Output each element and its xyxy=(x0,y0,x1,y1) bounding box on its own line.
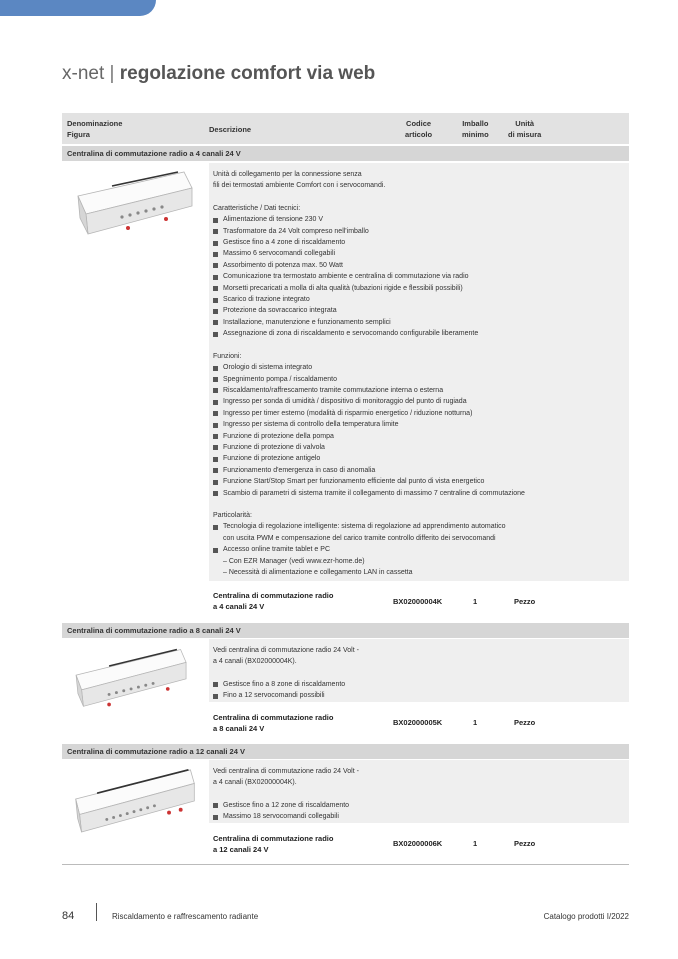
product-name-12-canali xyxy=(213,833,333,855)
header-unita-line1: Unità xyxy=(515,119,535,128)
controller-8-channel-image xyxy=(72,644,192,710)
unit: Pezzo xyxy=(514,718,536,727)
min-pack: 1 xyxy=(473,839,478,848)
header-codice-line2: articolo xyxy=(405,130,433,139)
list-item: Riscaldamento/raffrescamento tramite commutazione interna o esterna xyxy=(213,385,625,396)
controller-4-channel-image xyxy=(72,168,202,240)
functions-list xyxy=(213,362,625,499)
min-pack: 1 xyxy=(473,597,478,606)
intro-line-1: Unità di collegamento per la connessione senza xyxy=(213,171,362,178)
list-item: Massimo 18 servocomandi collegabili xyxy=(213,811,625,822)
list-item: Funzione di protezione di valvola xyxy=(213,442,625,453)
description-4-canali xyxy=(209,163,629,581)
list-item: Scarico di trazione integrato xyxy=(213,294,625,305)
list-item: Massimo 6 servocomandi collegabili xyxy=(213,248,625,259)
header-unita-line2: di misura xyxy=(508,130,542,139)
description-12-canali xyxy=(209,760,629,823)
ref-line-1: Vedi centralina di commutazione radio 24 Volt - xyxy=(213,647,359,654)
product-name-line-2: a 8 canali 24 V xyxy=(213,724,265,733)
page-title xyxy=(62,63,375,85)
table-bottom-rule xyxy=(62,864,629,865)
list-item: Installazione, manutenzione e funzionamento semplici xyxy=(213,317,625,328)
header-imballo-line1: Imballo xyxy=(462,119,489,128)
title-bold: regolazione comfort via web xyxy=(119,63,376,84)
part-1b: con uscita PWM e compensazione del carico tramite controllo differito dei servocomandi xyxy=(223,534,496,542)
part-2a: – Con EZR Manager (vedi www.ezr-home.de) xyxy=(223,557,365,565)
list-item: Gestisce fino a 12 zone di riscaldamento xyxy=(213,800,625,811)
footer-catalog: Catalogo prodotti I/2022 xyxy=(543,912,629,921)
title-separator: | xyxy=(109,63,115,84)
table-header xyxy=(62,113,629,144)
list-item: Gestisce fino a 8 zone di riscaldamento xyxy=(213,679,625,690)
list-item xyxy=(213,521,625,544)
list-item: Orologio di sistema integrato xyxy=(213,362,625,373)
list-item: Ingresso per sistema di controllo della temperatura limite xyxy=(213,419,625,430)
article-code: BX02000006K xyxy=(393,839,443,848)
article-code: BX02000005K xyxy=(393,718,443,727)
section-header-8-canali: Centralina di commutazione radio a 8 canali 24 V xyxy=(62,623,629,638)
article-code: BX02000004K xyxy=(393,597,443,606)
section-header-12-canali: Centralina di commutazione radio a 12 canali 24 V xyxy=(62,744,629,759)
product-name-4-canali xyxy=(213,590,333,612)
footer-divider xyxy=(96,903,97,921)
list-item: Gestisce fino a 4 zone di riscaldamento xyxy=(213,237,625,248)
list-item: Alimentazione di tensione 230 V xyxy=(213,214,625,225)
part-2b: – Necessità di alimentazione e collegamento LAN in cassetta xyxy=(223,569,413,576)
header-codice-line1: Codice xyxy=(406,119,432,128)
description-8-canali xyxy=(209,639,629,702)
product-name-8-canali xyxy=(213,712,333,734)
section-header-4-canali: Centralina di commutazione radio a 4 canali 24 V xyxy=(62,146,629,161)
product-name-line-2: a 4 canali 24 V xyxy=(213,602,265,611)
ref-line-2: a 4 canali (BX02000004K). xyxy=(213,779,297,787)
controller-12-channel-image xyxy=(70,764,200,834)
header-descrizione: Descrizione xyxy=(209,125,252,134)
list-item: Accesso online tramite tablet e PC xyxy=(213,544,625,555)
product-name-line-1: Centralina di commutazione radio xyxy=(213,591,334,600)
tech-label: Caratteristiche / Dati tecnici: xyxy=(213,204,301,212)
list-item: Ingresso per timer esterno (modalità di risparmio energetico / riduzione notturna) xyxy=(213,408,625,419)
ref-line-1: Vedi centralina di commutazione radio 24 Volt - xyxy=(213,768,359,775)
particolarita-list xyxy=(213,521,625,555)
min-pack: 1 xyxy=(473,718,478,727)
list-item: Ingresso per sonda di umidità / dispositivo di monitoraggio del punto di rugiada xyxy=(213,396,625,407)
list-item: Assegnazione di zona di riscaldamento e servocomando configurabile liberamente xyxy=(213,328,625,339)
unit: Pezzo xyxy=(514,597,536,606)
bullet-list xyxy=(213,800,625,823)
header-imballo-line2: minimo xyxy=(462,130,489,139)
part-1: Tecnologia di regolazione intelligente: sistema di regolazione ad apprendimento automatico xyxy=(223,523,506,531)
list-item: Assorbimento di potenza max. 50 Watt xyxy=(213,260,625,271)
list-item: Spegnimento pompa / riscaldamento xyxy=(213,374,625,385)
tech-list xyxy=(213,214,625,339)
top-accent-tab xyxy=(0,0,156,16)
footer-section-title: Riscaldamento e raffrescamento radiante xyxy=(112,912,259,921)
list-item: Funzione di protezione della pompa xyxy=(213,431,625,442)
product-name-line-1: Centralina di commutazione radio xyxy=(213,834,334,843)
list-item: Trasformatore da 24 Volt compreso nell'imballo xyxy=(213,226,625,237)
bullet-list xyxy=(213,679,625,702)
ref-line-2: a 4 canali (BX02000004K). xyxy=(213,658,297,666)
list-item: Scambio di parametri di sistema tramite il collegamento di massimo 7 centraline di commutazione xyxy=(213,488,625,499)
product-name-line-1: Centralina di commutazione radio xyxy=(213,713,334,722)
list-item: Funzione di protezione antigelo xyxy=(213,453,625,464)
list-item: Funzione Start/Stop Smart per funzionamento efficiente dal punto di vista energetico xyxy=(213,476,625,487)
header-unita xyxy=(508,118,541,140)
list-item: Protezione da sovraccarico integrata xyxy=(213,305,625,316)
header-denominazione: Denominazione xyxy=(67,119,123,128)
intro-line-2: fili dei termostati ambiente Comfort con i servocomandi. xyxy=(213,182,386,190)
header-imballo xyxy=(462,118,489,140)
list-item: Fino a 12 servocomandi possibili xyxy=(213,690,625,701)
functions-label: Funzioni: xyxy=(213,352,242,360)
header-figura: Figura xyxy=(67,130,90,139)
product-name-line-2: a 12 canali 24 V xyxy=(213,845,269,854)
particolarita-label: Particolarità: xyxy=(213,511,252,519)
header-codice xyxy=(405,118,432,140)
list-item: Comunicazione tra termostato ambiente e centralina di commutazione via radio xyxy=(213,271,625,282)
unit: Pezzo xyxy=(514,839,536,848)
list-item: Morsetti precaricati a molla di alta qualità (tubazioni rigide e flessibili possibili) xyxy=(213,283,625,294)
title-light: x-net xyxy=(62,63,105,84)
page-number: 84 xyxy=(62,910,75,922)
list-item: Funzionamento d'emergenza in caso di anomalia xyxy=(213,465,625,476)
header-col-figure xyxy=(67,118,122,140)
